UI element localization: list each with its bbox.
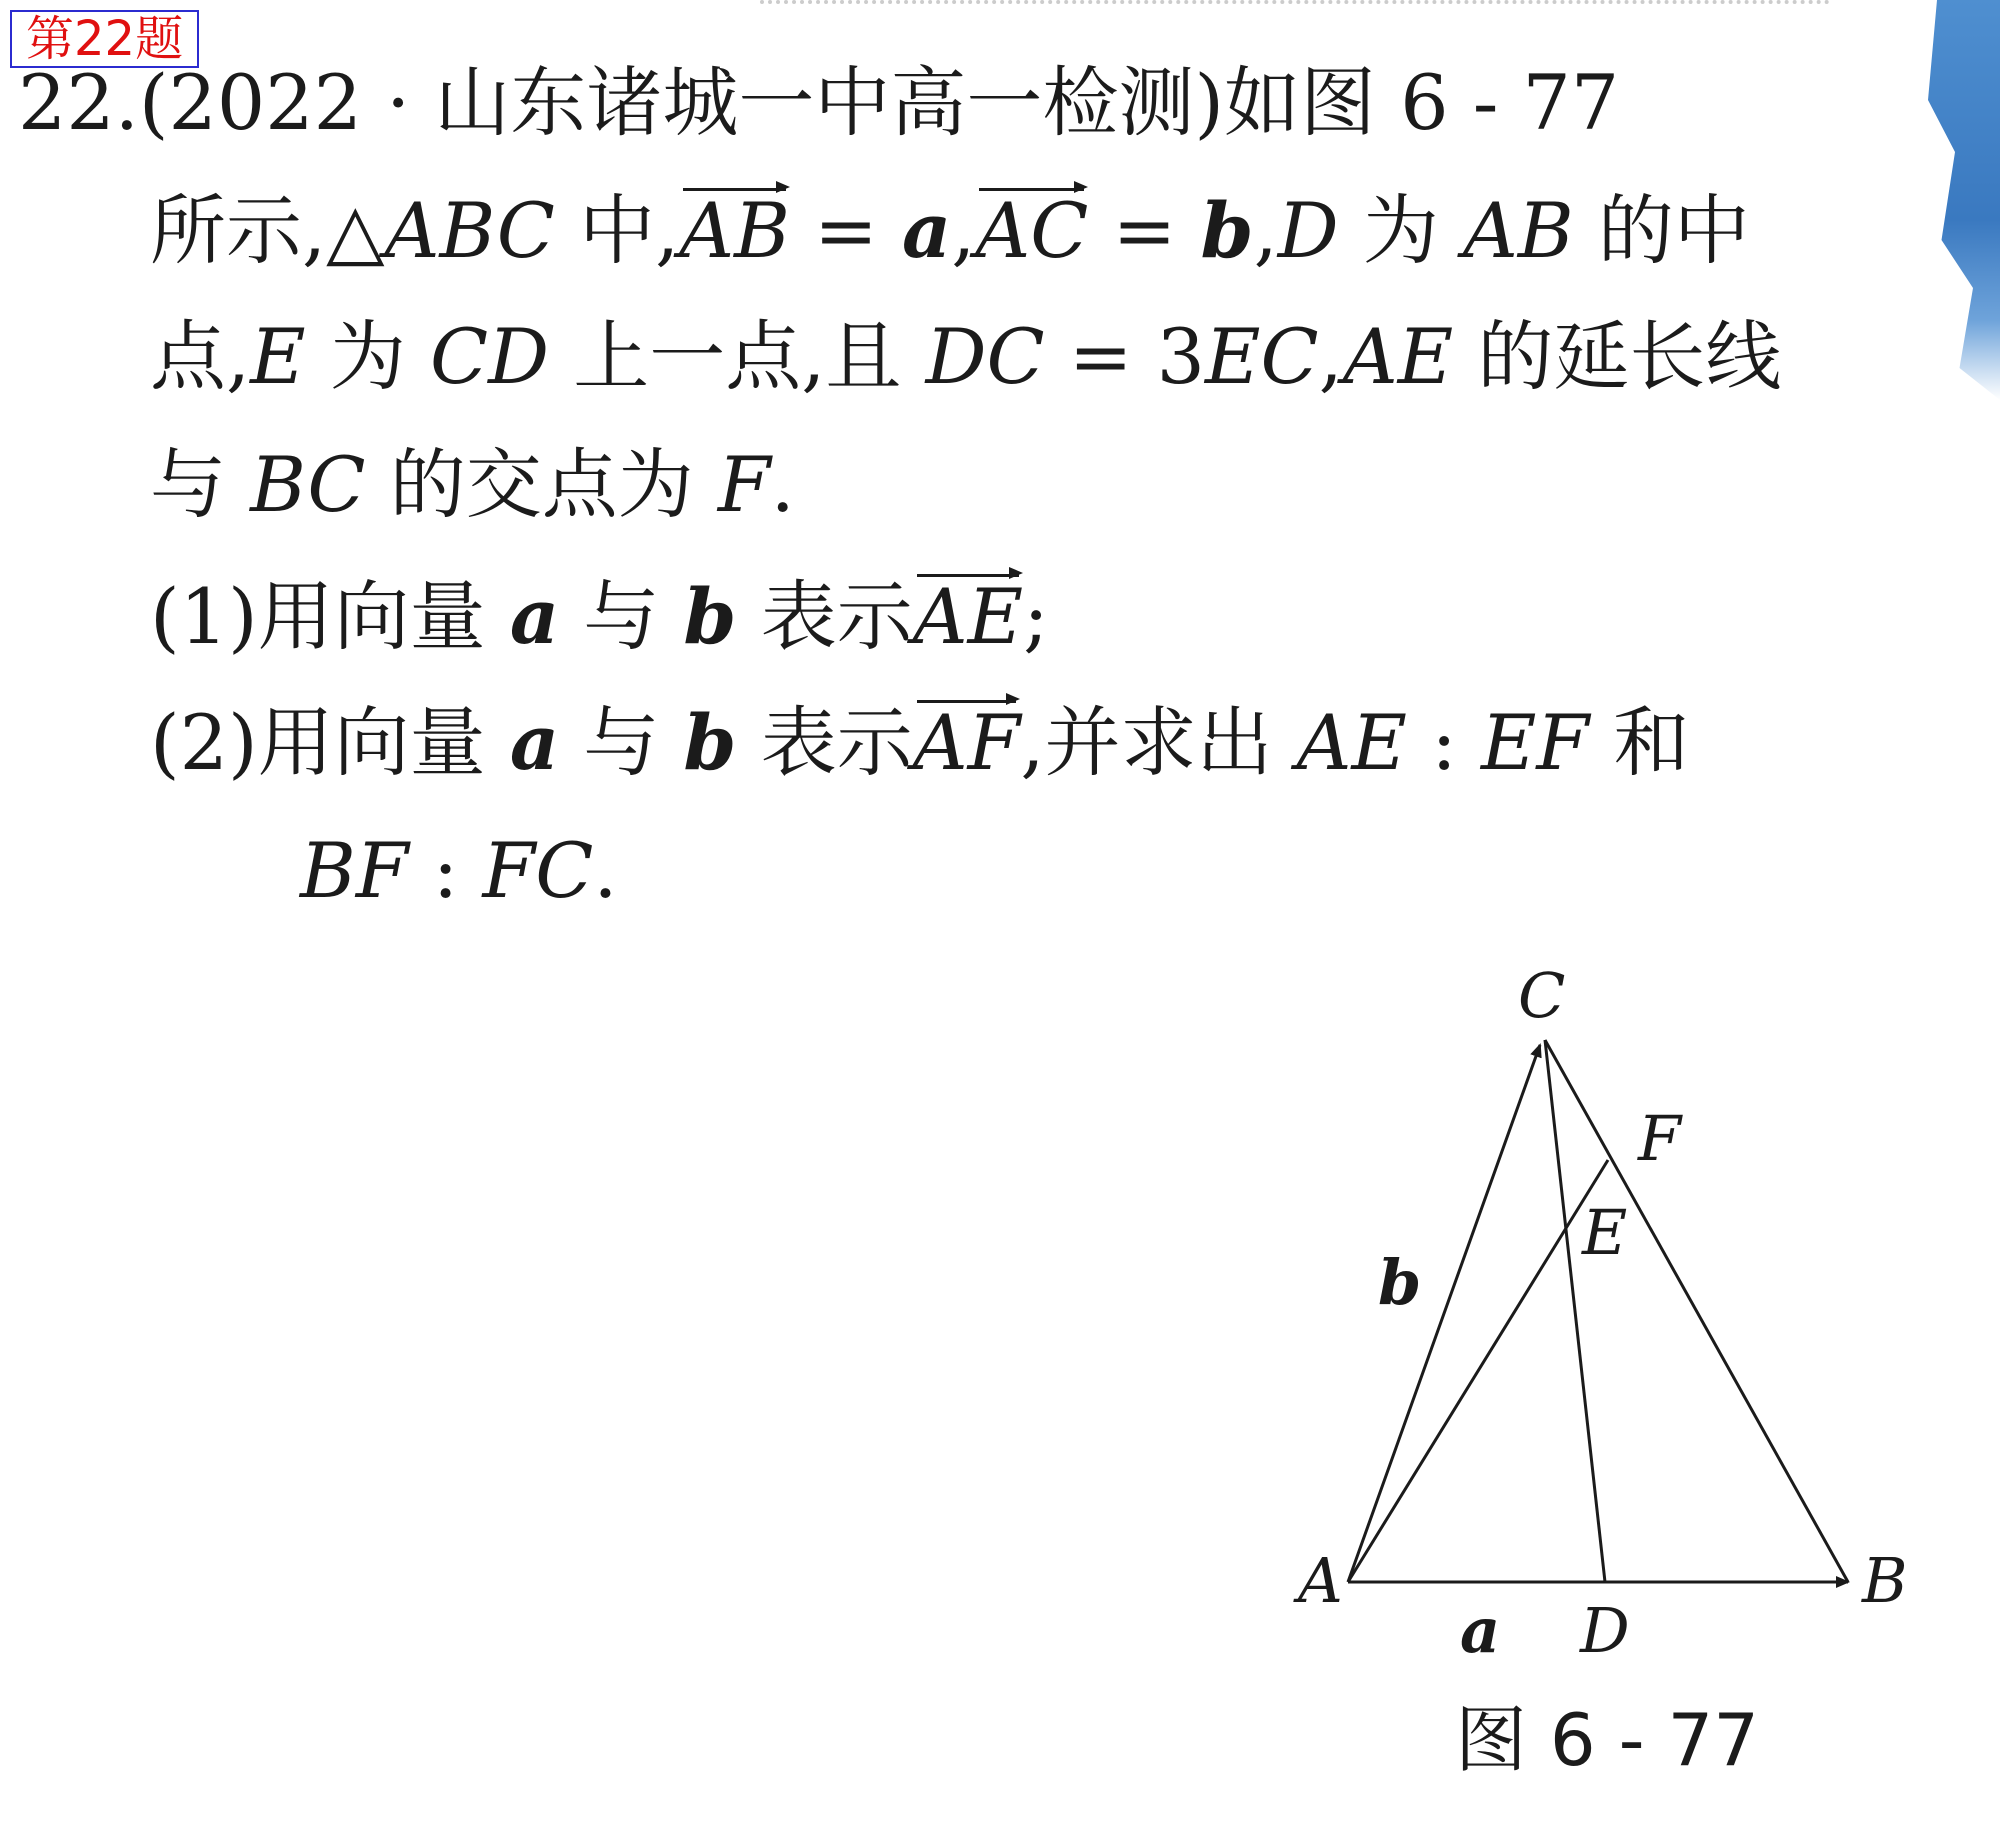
vector-b-symbol: b [683,698,737,787]
question-2-continued [300,826,618,916]
top-edge-artifact [760,0,1830,12]
segment-fc: FC [482,826,594,915]
segment-ab: AB [1463,186,1574,275]
point-e: E [250,312,306,401]
segment-cb-line [1545,1040,1848,1582]
triangle-name: ABC [384,186,555,275]
vector-af: AF [912,698,1021,787]
vector-ab: AB [679,186,790,275]
label-vector-b: b [1378,1246,1422,1319]
text-segment: = 3 [1044,312,1206,401]
text-segment: ; [1023,572,1049,661]
label-a-point: A [1298,1544,1343,1617]
figure-caption: 图 6 - 77 [1455,1698,1760,1782]
text-segment: 中, [554,186,680,275]
question-2 [150,698,1689,788]
question-1 [150,572,1049,662]
segment-bc: BC [250,440,366,529]
vector-b-symbol: b [1200,186,1254,275]
text-segment: . [770,440,795,529]
segment-bf: BF [300,826,409,915]
vector-ac: AC [975,186,1089,275]
blue-marker-decoration [1910,0,2000,400]
text-segment: 点, [150,312,251,401]
text-segment: 的交点为 [365,440,718,529]
text-segment: : [1407,698,1481,787]
segment-ec: EC [1205,312,1319,401]
text-segment: 表示 [736,698,913,787]
vector-b-symbol: b [683,572,737,661]
vector-ae: AE [912,572,1024,661]
text-segment: 与 [559,698,684,787]
text-segment: 为 [305,312,430,401]
text-segment: . [593,826,618,915]
label-f: F [1638,1102,1682,1175]
segment-cd-line [1545,1040,1605,1582]
segment-dc: DC [925,312,1045,401]
text-segment: , [1253,186,1278,275]
problem-line-4 [150,440,795,530]
text-segment: 与 [150,440,251,529]
problem-line-1: 22.(2022 · 山东诸城一中高一检测)如图 6 - 77 [18,58,1620,147]
text-segment: : [408,826,483,915]
segment-ae: AE [1342,312,1454,401]
text-segment: 表示 [736,572,913,661]
point-d: D [1277,186,1339,275]
problem-line-3 [150,312,1781,402]
text-segment: = [1088,186,1201,275]
text-segment: ,并求出 [1020,698,1297,787]
point-f: F [717,440,771,529]
text-segment: 的中 [1573,186,1750,275]
question-tag: 第22题 [10,10,199,68]
text-segment: , [951,186,976,275]
problem-line-2 [150,186,1750,276]
triangle-figure [1270,960,1970,1810]
label-c: C [1518,959,1566,1032]
label-e: E [1582,1196,1628,1269]
label-d: D [1580,1594,1630,1667]
text-segment: 所示,△ [150,186,385,275]
text-segment: 和 [1589,698,1690,787]
vector-a-symbol: a [901,186,952,275]
segment-ac-line [1348,1045,1540,1582]
text-segment: = [789,186,902,275]
text-segment: (2)用向量 [150,698,510,787]
label-vector-a: a [1460,1594,1501,1667]
label-b-point: B [1862,1544,1908,1617]
text-segment: 的延长线 [1453,312,1782,401]
text-segment: 与 [559,572,684,661]
segment-ae: AE [1296,698,1408,787]
vector-a-symbol: a [509,698,560,787]
text-segment: , [1318,312,1343,401]
text-segment: 为 [1338,186,1464,275]
text-segment: 上一点,且 [549,312,926,401]
segment-af-line [1348,1160,1608,1582]
segment-ef: EF [1480,698,1590,787]
vector-a-symbol: a [509,572,560,661]
segment-cd: CD [429,312,550,401]
text-segment: (1)用向量 [150,572,510,661]
